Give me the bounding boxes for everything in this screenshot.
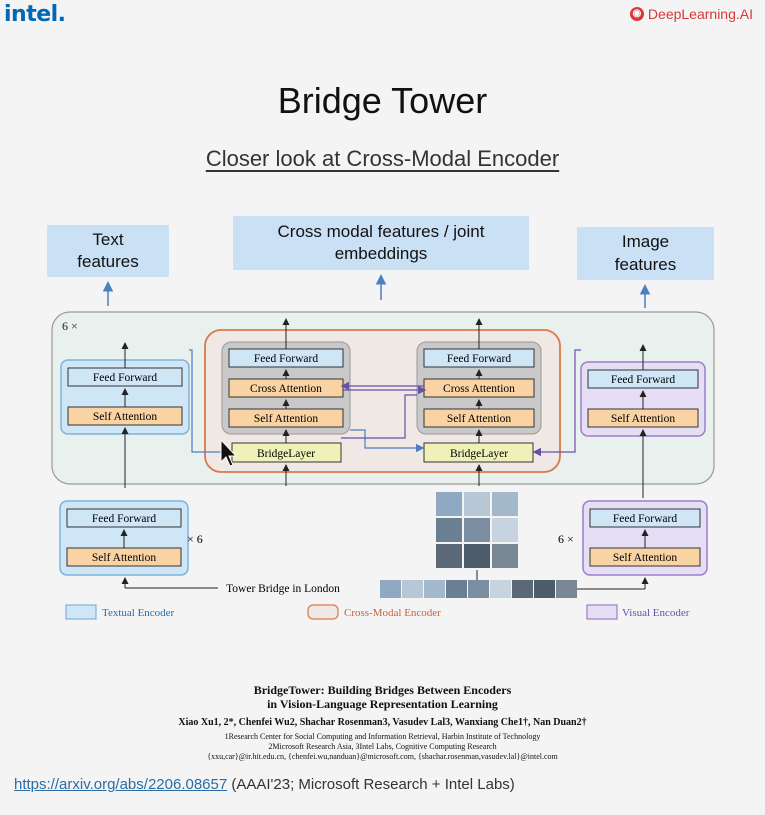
visual-ff-bottom-label: Feed Forward <box>612 513 678 525</box>
textual-sa-bottom-label: Self Attention <box>91 552 157 564</box>
legend-cross-label: Cross-Modal Encoder <box>344 607 441 619</box>
image-features-label: Image features <box>614 232 677 274</box>
paper-authors: Xiao Xu1, 2*, Chenfei Wu2, Shachar Rosenman3, Vasudev Lal3, Wanxiang Che1†, Nan Duan2† <box>178 717 587 728</box>
intel-logo: intel. <box>4 2 66 27</box>
deeplearning-ai-label: DeepLearning.AI <box>647 6 753 22</box>
paper-title <box>0 683 765 711</box>
arxiv-link[interactable]: https://arxiv.org/abs/2206.08657 <box>14 776 228 793</box>
cross-modal-features-label: Cross modal features / joint embeddings <box>277 221 485 263</box>
repeat-visual-label: 6 × <box>558 532 574 546</box>
paper-title-line2: in Vision-Language Representation Learning <box>267 697 498 711</box>
cross-left-ca-label: Cross Attention <box>250 383 322 395</box>
slide-subtitle: Closer look at Cross-Modal Encoder <box>205 146 560 171</box>
cross-left-ff-label: Feed Forward <box>253 353 319 365</box>
paper-affil1: 1Research Center for Social Computing and Information Retrieval, Harbin Institute of Technology <box>224 732 541 741</box>
reference-row <box>14 776 515 793</box>
legend-visual-swatch <box>587 605 617 619</box>
bridge-layer-right-label: BridgeLayer <box>449 448 509 460</box>
textual-sa-top-label: Self Attention <box>92 411 158 423</box>
image-patch-grid <box>436 492 518 568</box>
legend-textual-swatch <box>66 605 96 619</box>
cross-right-sa-label: Self Attention <box>446 413 512 425</box>
cross-right-ca-label: Cross Attention <box>443 383 515 395</box>
legend-cross-swatch <box>308 605 338 619</box>
input-caption: Tower Bridge in London <box>226 583 340 595</box>
image-patch-sequence <box>380 580 577 598</box>
deeplearning-ai-icon: ◉ <box>630 7 644 21</box>
repeat-top-label: 6 × <box>62 319 78 333</box>
paper-affil2: 2Microsoft Research Asia, 3Intel Labs, Cognitive Computing Research <box>268 742 497 751</box>
cross-left-sa-label: Self Attention <box>253 413 319 425</box>
cross-right-ff-label: Feed Forward <box>446 353 512 365</box>
legend-textual-label: Textual Encoder <box>102 607 175 619</box>
paper-title-line1: BridgeTower: Building Bridges Between Encoders <box>253 683 512 697</box>
text-features-label: Text features <box>77 229 139 271</box>
textual-ff-top-label: Feed Forward <box>92 372 158 384</box>
visual-sa-bottom-label: Self Attention <box>612 552 678 564</box>
legend-visual-label: Visual Encoder <box>622 607 690 619</box>
slide-title: Bridge Tower <box>277 80 488 121</box>
textual-ff-bottom-label: Feed Forward <box>91 513 157 525</box>
visual-sa-top-label: Self Attention <box>610 413 676 425</box>
repeat-textual-label: × 6 <box>187 532 203 546</box>
paper-emails: {xxu,car}@ir.hit.edu.cn, {chenfei.wu,nanduan}@microsoft.com, {shachar.rosenman,vasudev.lal}@intel.com <box>207 752 558 761</box>
reference-note: (AAAI'23; Microsoft Research + Intel Labs) <box>231 776 515 793</box>
bridge-layer-left-label: BridgeLayer <box>256 448 316 460</box>
visual-ff-top-label: Feed Forward <box>610 374 676 386</box>
paper-affiliations <box>0 732 765 762</box>
